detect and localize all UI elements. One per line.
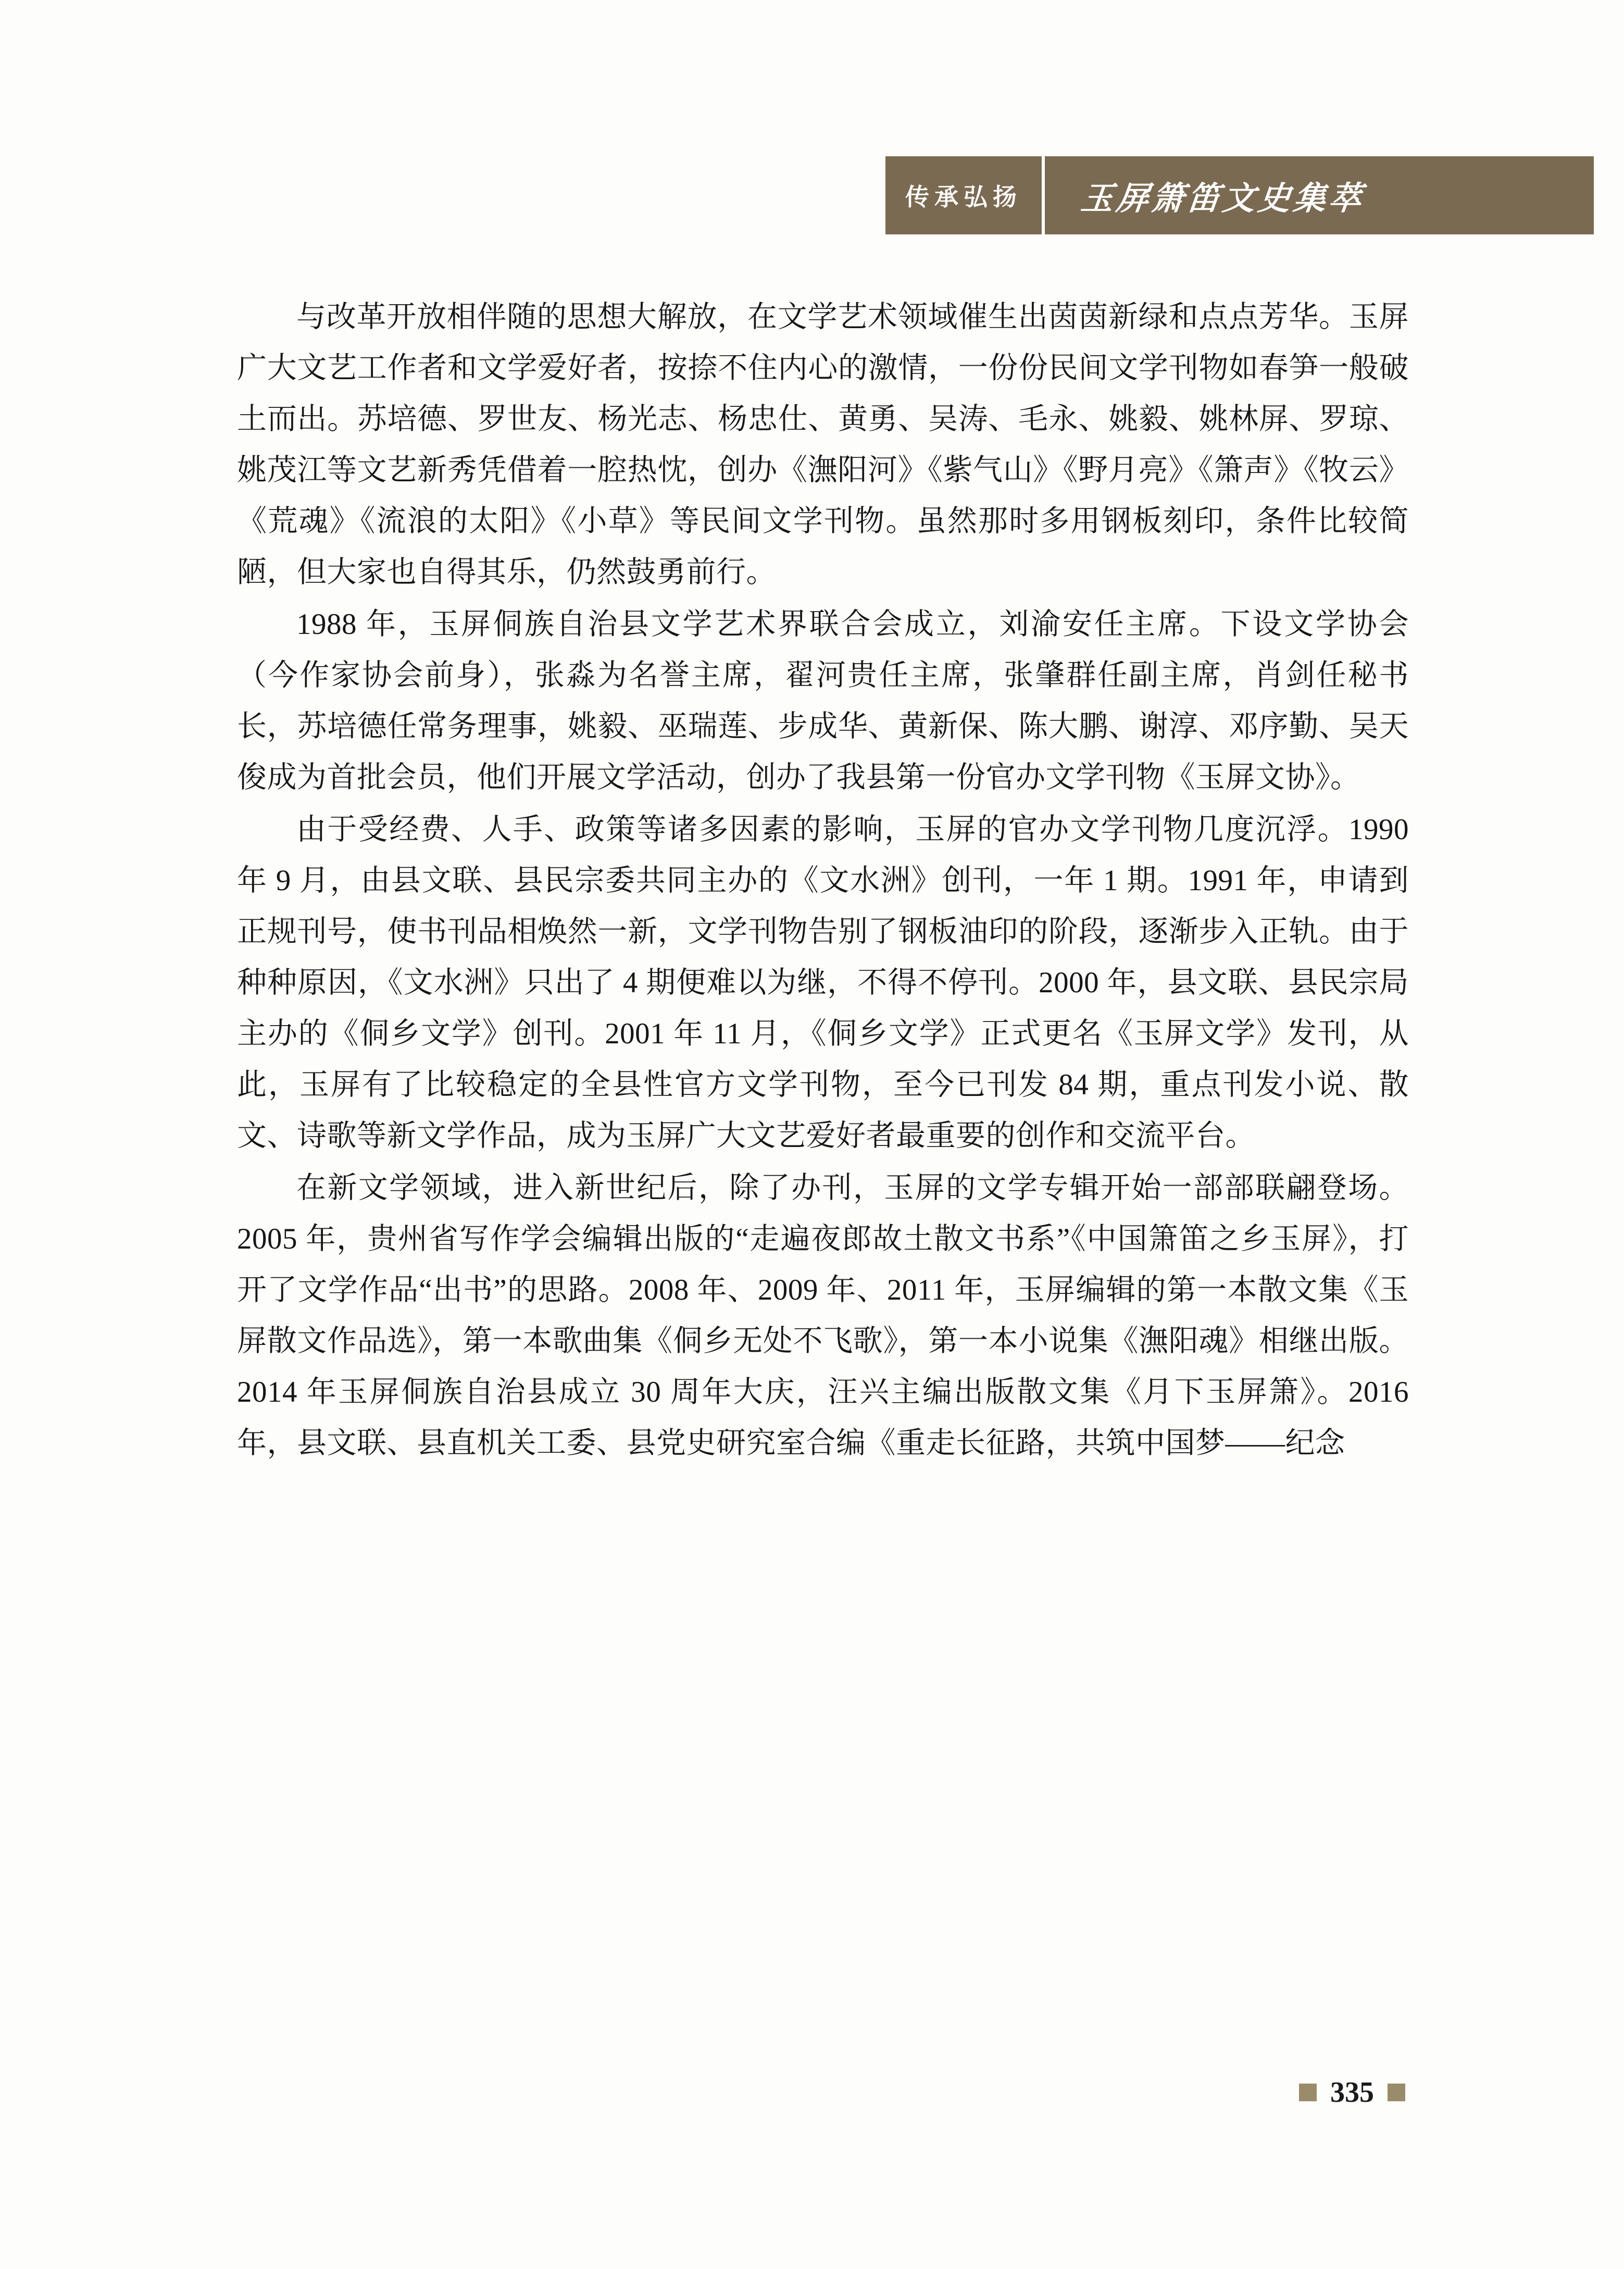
paragraph: 与改革开放相伴随的思想大解放，在文学艺术领域催生出茵茵新绿和点点芳华。玉屏广大文艺工作者和文学爱好者，按捺不住内心的激情，一份份民间文学刊物如春笋一般破土而出。苏培德、罗世友、杨光志、杨忠仕、黄勇、吴涛、毛永、姚毅、姚林屏、罗琼、姚茂江等文艺新秀凭借着一腔热忱，创办《潕阳河》《紫气山》《野月亮》《箫声》《牧云》《荒魂》《流浪的太阳》《小草》等民间文学刊物。虽然那时多用钢板刻印，条件比较简陋，但大家也自得其乐，仍然鼓勇前行。 xyxy=(237,301,1409,589)
header-book-title xyxy=(1042,156,1594,234)
paragraph: 在新文学领域，进入新世纪后，除了办刊，玉屏的文学专辑开始一部部联翩登场。2005 年，贵州省写作学会编辑出版的“走遍夜郎故土散文书系”《中国箫笛之乡玉屏》，打开了文学作品“出书”的思路。2008 年、2009 年、2011 年，玉屏编辑的第一本散文集《玉屏散文作品选》，第一本歌曲集《侗乡无处不飞歌》，第一本小说集《潕阳魂》相继出版。2014 年玉屏侗族自治县成立 30 周年大庆，汪兴主编出版散文集《月下玉屏箫》。2016 年，县文联、县直机关工委、县党史研究室合编《重走长征路，共筑中国梦——纪念 xyxy=(237,1171,1409,1460)
body-text xyxy=(237,292,1409,1470)
header-series-text: 传承弘扬 xyxy=(905,183,1022,211)
page-footer xyxy=(0,2076,1624,2109)
paragraph: 由于受经费、人手、政策等诸多因素的影响，玉屏的官办文学刊物几度沉浮。1990 年 9 月，由县文联、县民宗委共同主办的《文水洲》创刊，一年 1 期。1991 年，申请到正规刊号，使书刊品相焕然一新，文学刊物告别了钢板油印的阶段，逐渐步入正轨。由于种种原因，《文水洲》只出了 4 期便难以为继，不得不停刊。2000 年，县文联、县民宗局主办的《侗乡文学》创刊。2001 年 11 月，《侗乡文学》正式更名《玉屏文学》发刊，从此，玉屏有了比较稳定的全县性官方文学刊物，至今已刊发 84 期，重点刊发小说、散文、诗歌等新文学作品，成为玉屏广大文艺爱好者最重要的创作和交流平台。 xyxy=(237,813,1409,1152)
page-header xyxy=(885,156,1594,234)
header-series-label xyxy=(885,156,1042,234)
header-book-title-text: 玉屏箫笛文史集萃 xyxy=(1079,179,1367,217)
footer-square-left-icon xyxy=(1299,2084,1317,2101)
page-number: 335 xyxy=(1330,2076,1374,2109)
footer-square-right-icon xyxy=(1388,2084,1405,2101)
paragraph: 1988 年，玉屏侗族自治县文学艺术界联合会成立，刘渝安任主席。下设文学协会（今作家协会前身），张淼为名誉主席，翟河贵任主席，张肇群任副主席，肖剑任秘书长，苏培德任常务理事，姚毅、巫瑞莲、步成华、黄新保、陈大鹏、谢淳、邓序勤、吴天俊成为首批会员，他们开展文学活动，创办了我县第一份官办文学刊物《玉屏文协》。 xyxy=(237,608,1409,794)
